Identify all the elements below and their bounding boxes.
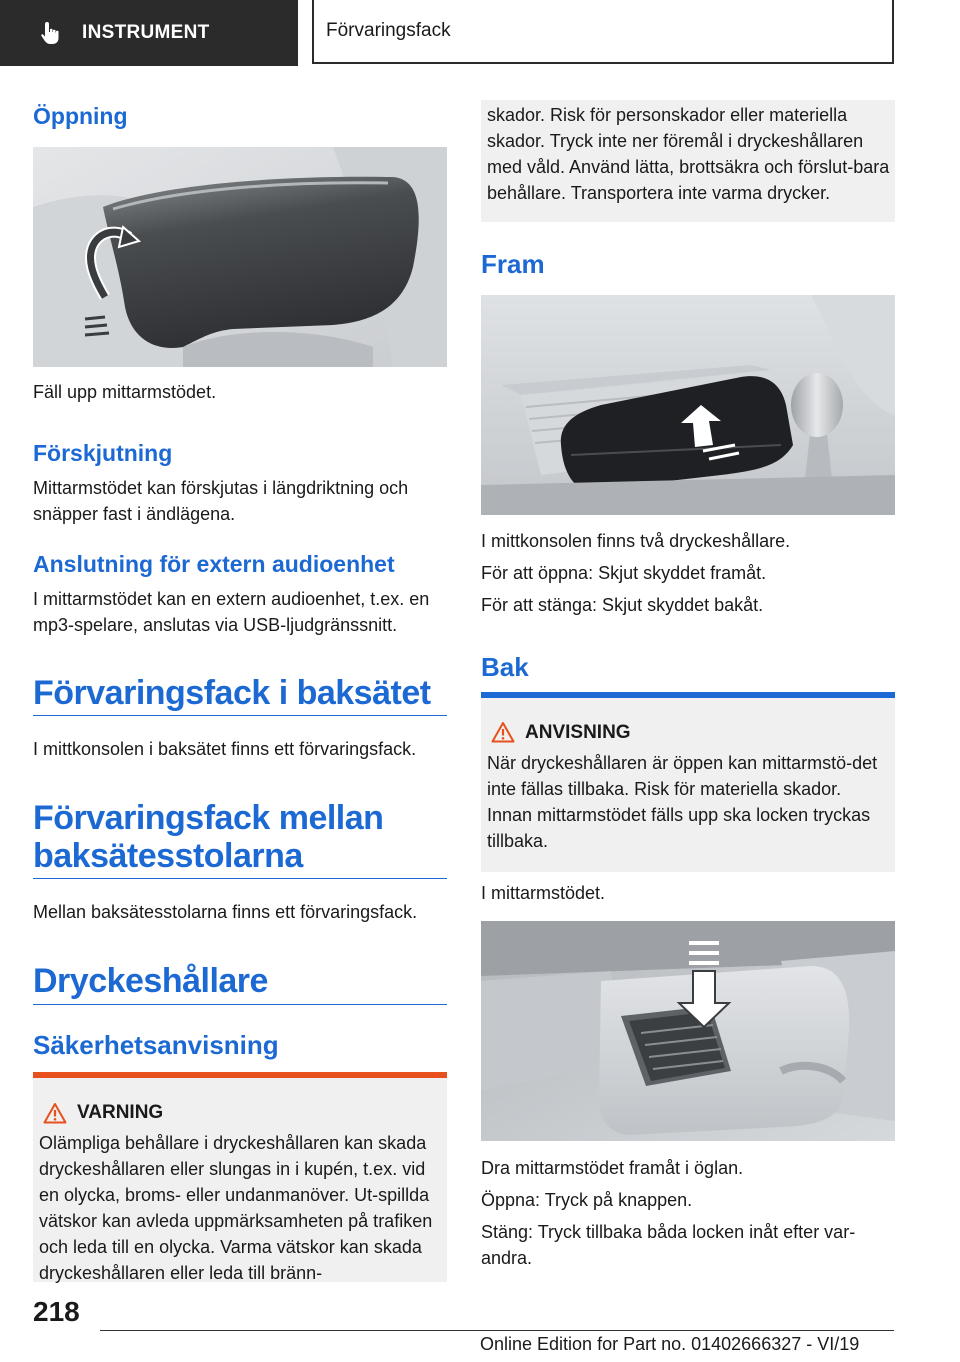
heading-anslutning: Anslutning för extern audioenhet	[33, 551, 395, 577]
text-anslutning: I mittarmstödet kan en extern audioenhet, t.ex. en mp3-spelare, anslutas via USB-ljudgränssnitt.	[33, 589, 430, 635]
heading-oppning: Öppning	[33, 103, 128, 129]
heading-fram: Fram	[481, 249, 545, 279]
warning-text-continued: skador. Risk för personskador eller materiella skador. Tryck inte ner föremål i dryckeshållaren med våld. Använd lätta, brottsäkra och förslut-bara behållare. Transportera inte varma drycker.	[487, 105, 890, 203]
notice-text: När dryckeshållaren är öppen kan mittarmstö-det inte fällas tillbaka. Risk för materiella skador. Innan mittarmstödet fälls upp ska locken tryckas tillbaka.	[487, 753, 878, 851]
page-header	[0, 0, 960, 66]
mittarm-line-3: Stäng: Tryck tillbaka båda locken inåt efter var-andra.	[481, 1222, 856, 1268]
mittarm-line-1: Dra mittarmstödet framåt i öglan.	[481, 1158, 744, 1178]
divider	[33, 878, 447, 879]
warning-triangle-icon	[491, 721, 515, 743]
footer-divider	[100, 1330, 894, 1331]
warning-triangle-icon	[43, 1102, 67, 1124]
warning-text: Olämpliga behållare i dryckeshållaren kan skada dryckeshållaren eller slungas in i kupén, t.ex. vid en olycka, broms- eller undanmanöver. Ut-spillda vätskor kan avleda uppmärksamheten på trafiken och leda till en olycka. Varma vätskor kan skada dryckeshållaren eller leda till bränn-	[39, 1133, 433, 1283]
section-label: Förvaringsfack	[326, 20, 451, 41]
section-tab[interactable]	[312, 0, 894, 64]
fram-line-1: I mittkonsolen finns två dryckeshållare.	[481, 531, 791, 551]
notice-box	[481, 692, 895, 872]
rear-cupholder-photo	[481, 921, 895, 1141]
front-cupholder-photo	[481, 295, 895, 515]
divider	[33, 1004, 447, 1005]
armrest-open-photo	[33, 147, 447, 367]
heading-mellan-line2: baksätesstolarna	[33, 837, 303, 875]
caption-oppning: Fäll upp mittarmstödet.	[33, 382, 217, 402]
text-mellan: Mellan baksätesstolarna finns ett förvaringsfack.	[33, 902, 418, 922]
page-number: 218	[33, 1296, 80, 1327]
chapter-label: INSTRUMENT	[82, 22, 210, 43]
mittarm-line-2: Öppna: Tryck på knappen.	[481, 1190, 693, 1210]
heading-baksatet: Förvaringsfack i baksätet	[33, 674, 431, 712]
warning-title: VARNING	[77, 1102, 164, 1123]
notice-bar	[481, 692, 895, 698]
text-forskjutning: Mittarmstödet kan förskjutas i längdriktning och snäpper fast i ändlägena.	[33, 478, 409, 524]
hand-pointer-icon	[38, 20, 64, 46]
heading-forskjutning: Förskjutning	[33, 440, 173, 466]
warning-box	[33, 1072, 447, 1282]
text-baksatet: I mittkonsolen i baksätet finns ett förvaringsfack.	[33, 739, 417, 759]
footer-edition: Online Edition for Part no. 01402666327 - VI/19	[480, 1334, 860, 1354]
heading-mellan-line1: Förvaringsfack mellan	[33, 799, 384, 837]
heading-sakerhet: Säkerhetsanvisning	[33, 1030, 279, 1060]
fram-line-2: För att öppna: Skjut skyddet framåt.	[481, 563, 767, 583]
notice-title: ANVISNING	[525, 722, 631, 743]
mittarm-intro: I mittarmstödet.	[481, 883, 606, 903]
warning-box-continued	[481, 100, 895, 222]
heading-dryck: Dryckeshållare	[33, 962, 268, 1000]
chapter-tab[interactable]	[0, 0, 298, 66]
divider	[33, 715, 447, 716]
heading-bak: Bak	[481, 652, 529, 682]
warning-bar	[33, 1072, 447, 1078]
fram-line-3: För att stänga: Skjut skyddet bakåt.	[481, 595, 764, 615]
